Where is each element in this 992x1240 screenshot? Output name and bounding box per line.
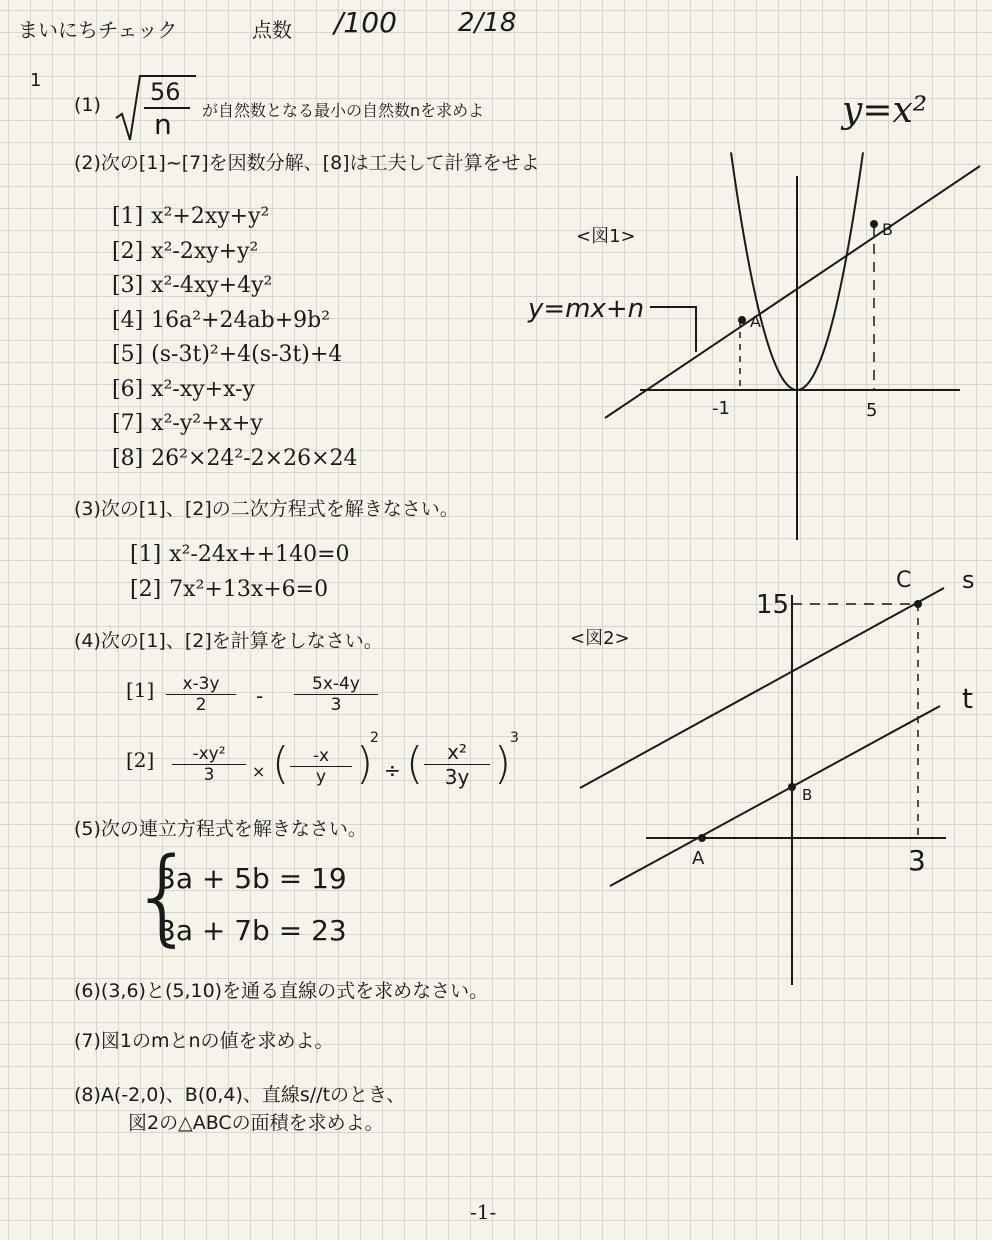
q2-item-expression: x²+2xy+y² [151,204,270,229]
q2-item-expression: 16a²+24ab+9b² [151,307,331,333]
q2-item-label: [3] [112,273,144,298]
fig2-label-b: B [802,786,813,804]
q1-radicand-numerator: 56 [150,78,181,106]
right-paren: ) [494,738,512,789]
fig1-line-label: y=mx+n [528,294,645,324]
fig2-caption: <図2> [570,628,630,649]
fraction-denominator: 3 [330,695,342,715]
fraction-numerator: 5x-4y [294,674,378,695]
q2-item-expression: x²-2xy+y² [151,238,259,264]
q1-text: が自然数となる最小の自然数nを求めよ [202,101,485,120]
q3-item-label: [1] [130,542,162,567]
score-label: 点数 [252,18,292,42]
fig2-label-a: A [692,848,705,869]
q2-item-label: [6] [112,376,144,402]
q2-item-expression: x²-xy+x-y [151,376,255,402]
fig2-point-a [698,834,706,842]
fraction-denominator: 3y [444,765,470,789]
q4-item2-operator2: ÷ [384,758,401,782]
q1-number: (1) [74,94,101,116]
q2-item-label: [1] [112,204,144,229]
fig2-point-b [788,783,796,791]
q3-text: (3)次の[1]、[2]の二次方程式を解きなさい。 [74,498,459,520]
fraction-numerator: -x [290,746,352,767]
left-brace: { [130,835,197,957]
fraction-numerator: x² [424,740,490,765]
q8-line2: 図2の△ABCの面積を求めよ。 [128,1112,384,1134]
q2-item-label: [8] [112,445,144,471]
fig2-label-t: t [962,682,973,715]
q6-text: (6)(3,6)と(5,10)を通る直線の式を求めなさい。 [74,980,489,1002]
q2-item-expression: x²-y²+x+y [151,411,263,436]
q3-item-label: [2] [130,577,162,602]
q8-line1: (8)A(-2,0)、B(0,4)、直線s//tのとき、 [74,1084,406,1106]
q2-item-expression: x²-4xy+4y² [151,273,273,298]
q2-item-expression: 26²×24²-2×26×24 [151,445,358,471]
fig1-curve-label: y=x² [842,90,928,131]
q2-item-label: [7] [112,411,144,436]
fig1-label-a: A [750,312,761,331]
fig1-caption: <図1> [576,226,636,247]
q7-text: (7)図1のmとnの値を求めよ。 [74,1030,334,1052]
q2-item-label: [5] [112,342,144,367]
fig1-tick-left: -1 [712,398,730,419]
fraction-denominator: 3 [203,765,215,785]
fig2-point-c [914,600,922,608]
q4-item1-label: [1] [126,678,155,702]
section-number: 1 [30,70,42,91]
q2-item-expression: (s-3t)²+4(s-3t)+4 [151,342,343,367]
q5-equation1: 3a + 5b = 19 [158,862,347,895]
q3-item-expression: 7x²+13x+6=0 [169,577,329,602]
left-paren: ( [406,738,424,789]
fraction-numerator: x-3y [166,674,236,695]
left-paren: ( [272,738,290,789]
fig2-line-t [610,706,940,886]
fig2-tick-y: 15 [756,590,790,620]
fig2-label-s: s [962,566,975,594]
q4-item2-operator1: × [252,762,266,781]
fraction-denominator: y [315,767,327,787]
q2-item-label: [2] [112,238,144,264]
q4-item2-label: [2] [126,748,155,772]
page-number: -1- [470,1200,497,1224]
q2-text: (2)次の[1]~[7]を因数分解、[8]は工夫して計算をせよ [74,152,540,174]
fraction-denominator: 2 [195,695,207,715]
q4-item2-exponent1: 2 [370,730,379,746]
fig1-tick-right: 5 [866,400,878,421]
fig2-label-c: C [896,568,912,593]
right-paren: ) [356,738,374,789]
q4-item2-exponent2: 3 [510,730,519,746]
q4-text: (4)次の[1]、[2]を計算をしなさい。 [74,630,383,652]
q2-item-label: [4] [112,307,144,333]
score-total: /100 [334,6,397,39]
date: 2/18 [458,8,517,38]
q5-text: (5)次の連立方程式を解きなさい。 [74,818,367,840]
fraction-numerator: -xy² [172,744,246,765]
q1-radicand-denominator: n [154,108,172,141]
fig1-label-b: B [882,220,893,239]
q5-equation2: 3a + 7b = 23 [158,914,347,947]
q3-item-expression: x²-24x++140=0 [169,542,350,567]
worksheet-title: まいにちチェック [18,18,178,42]
q4-item1-operator: - [256,684,264,708]
fig2-tick-x: 3 [908,844,926,877]
